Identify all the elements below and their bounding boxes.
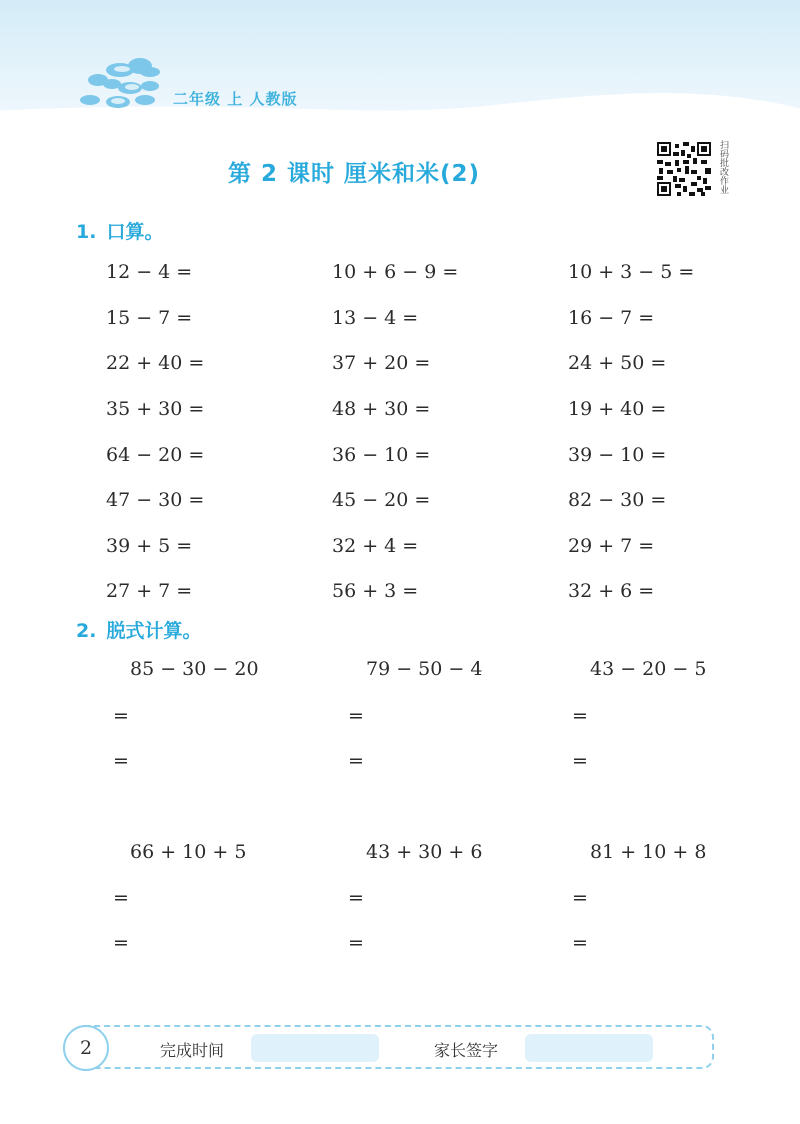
page-number: 2 [63,1025,109,1071]
step-problem: 43 + 30 + 6 [366,841,483,863]
parent-signature-field[interactable] [525,1034,653,1062]
oral-problem: 47 − 30 = [106,489,205,511]
oral-problem: 39 + 5 = [106,535,193,557]
oral-problem: 24 + 50 = [568,352,667,374]
equals-sign: = [113,705,129,727]
section-2-title: 脱式计算。 [106,620,202,642]
lesson-title: 第 2 课时 厘米和米(2) [228,161,481,187]
header-band [0,0,800,130]
equals-sign: = [572,750,588,772]
grade-label: 二年级 上 人教版 [173,90,298,108]
oral-problem: 64 − 20 = [106,444,205,466]
equals-sign: = [572,932,588,954]
section-2-heading [76,616,201,643]
step-problem: 66 + 10 + 5 [130,841,247,863]
equals-sign: = [348,887,364,909]
equals-sign: = [348,750,364,772]
oral-problem: 16 − 7 = [568,307,655,329]
oral-problem: 48 + 30 = [332,398,431,420]
oral-problem: 22 + 40 = [106,352,205,374]
step-problem: 79 − 50 − 4 [366,658,483,680]
qr-code-icon[interactable] [657,142,711,196]
equals-sign: = [348,932,364,954]
oral-problem: 27 + 7 = [106,580,193,602]
equals-sign: = [113,750,129,772]
oral-problem: 39 − 10 = [568,444,667,466]
equals-sign: = [113,887,129,909]
section-1-number: 1. [76,221,97,243]
step-problem: 81 + 10 + 8 [590,841,707,863]
equals-sign: = [113,932,129,954]
oral-problem: 13 − 4 = [332,307,419,329]
oral-problem: 10 + 6 − 9 = [332,261,459,283]
oral-problem: 15 − 7 = [106,307,193,329]
section-1-heading [76,217,163,244]
finish-time-label: 完成时间 [160,1041,225,1060]
oral-problem: 37 + 20 = [332,352,431,374]
equals-sign: = [572,887,588,909]
equals-sign: = [348,705,364,727]
section-2-number: 2. [76,620,97,642]
oral-problem: 45 − 20 = [332,489,431,511]
oral-problem: 82 − 30 = [568,489,667,511]
oral-problem: 12 − 4 = [106,261,193,283]
oral-problem: 35 + 30 = [106,398,205,420]
oral-problem: 29 + 7 = [568,535,655,557]
step-problem: 85 − 30 − 20 [130,658,259,680]
finish-time-field[interactable] [251,1034,379,1062]
qr-caption: 扫码批改作业 [718,140,728,194]
step-problem: 43 − 20 − 5 [590,658,707,680]
oral-problem: 56 + 3 = [332,580,419,602]
oral-problem: 10 + 3 − 5 = [568,261,695,283]
equals-sign: = [572,705,588,727]
oral-problem: 19 + 40 = [568,398,667,420]
oral-problem: 36 − 10 = [332,444,431,466]
oral-problem: 32 + 4 = [332,535,419,557]
section-1-title: 口算。 [106,221,164,243]
parent-signature-label: 家长签字 [434,1041,499,1060]
oral-problem: 32 + 6 = [568,580,655,602]
